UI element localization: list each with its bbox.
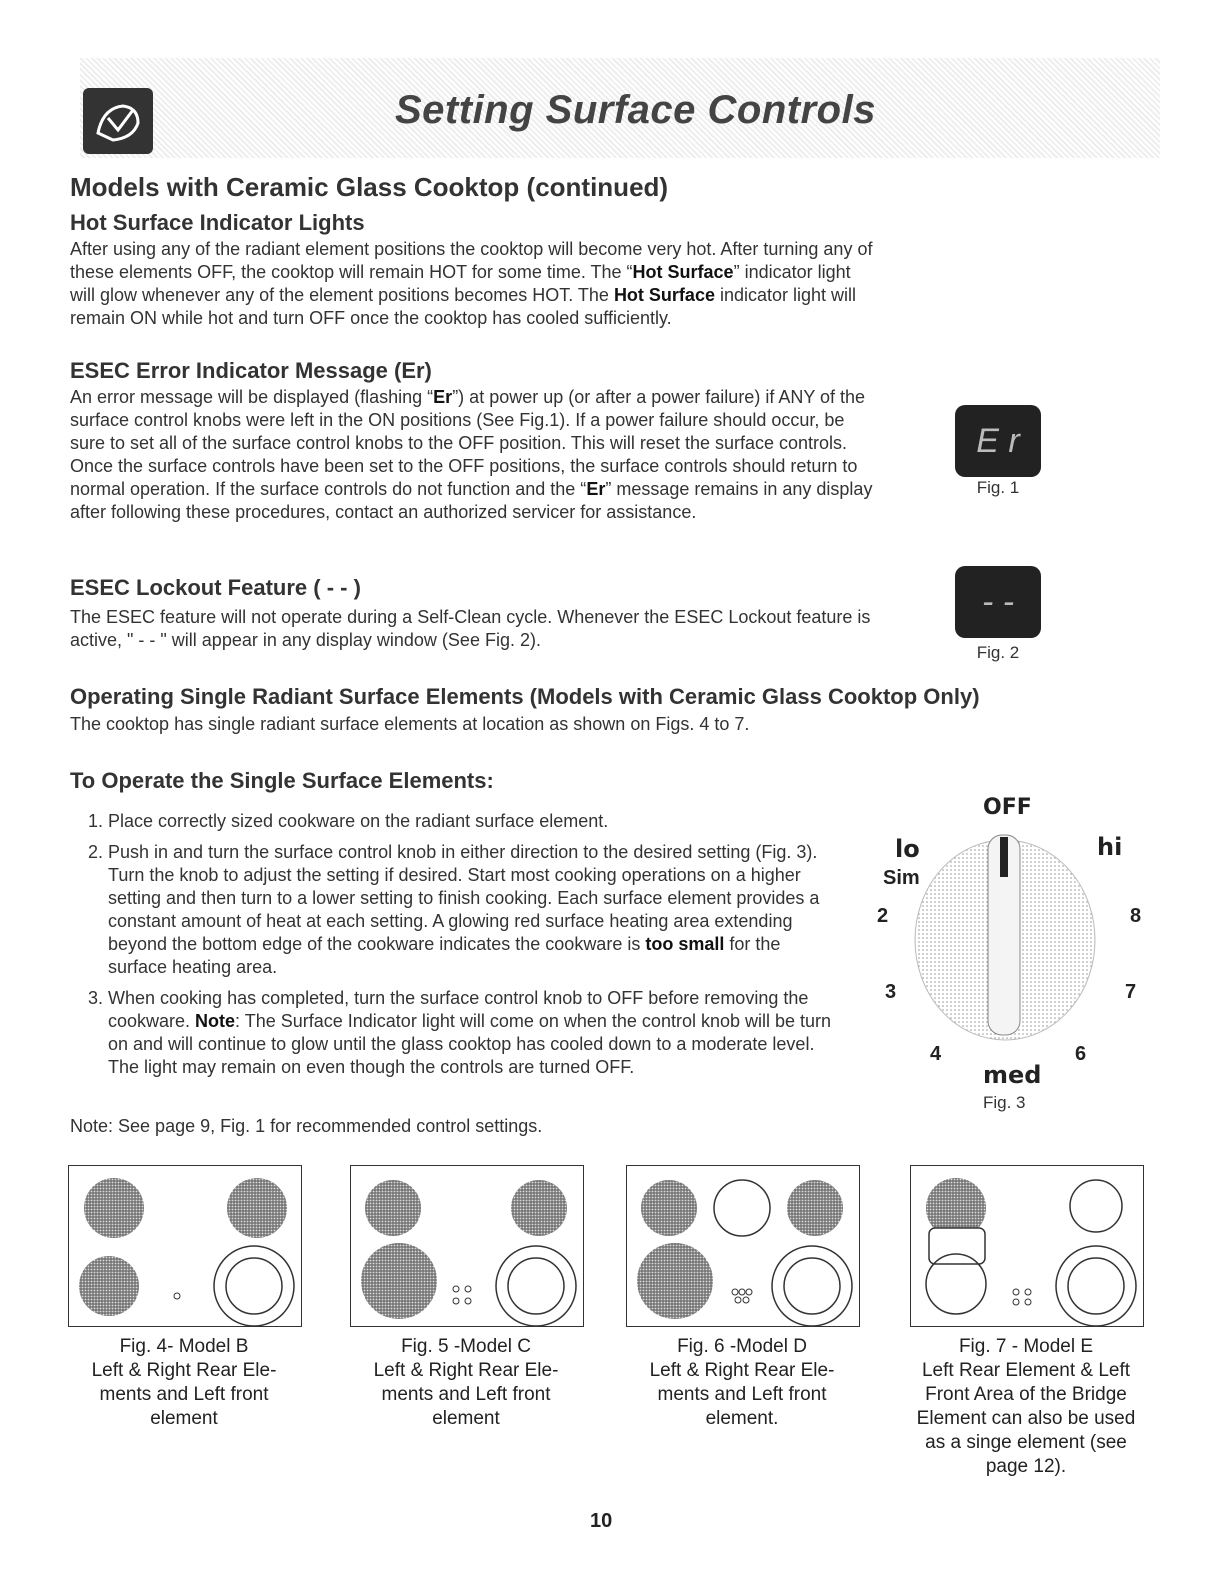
cooktop-model-c-icon — [351, 1166, 583, 1326]
knob-4-label: 4 — [930, 1043, 942, 1065]
section-title: Models with Ceramic Glass Cooktop (continued) — [70, 172, 669, 202]
hot-surface-text: After using any of the radiant element positions the cooktop will become very hot. After turning any of these elements OFF, the cooktop will remain HOT for some time. The “Hot Surface” indicator light will glow whenever any of the element positions becomes HOT. The Hot Surface indicator light will remain ON while hot and turn OFF once the cooktop has cooled sufficiently. — [70, 239, 873, 328]
knob-8-label: 8 — [1130, 905, 1142, 927]
esec-lockout-heading: ESEC Lockout Feature ( - - ) — [70, 575, 361, 600]
hot-surface-heading: Hot Surface Indicator Lights — [70, 210, 365, 235]
step-2: 2. Push in and turn the surface control knob in either direction to the desired setting (Fig. 3). Turn the knob to adjust the setting if desired. Start most cooking operations on a higher setting and then turn to a lower setting to finish cooking. Each surface element provides a constant amount of heat at each setting. A glowing red surface heating area extending beyond the bottom edge of the cookware indicates the cookware is too small for the surface heating area. — [108, 841, 840, 979]
fig2-caption: Fig. 2 — [976, 643, 1020, 662]
cooktop-model-b-icon — [69, 1166, 301, 1326]
fig3-caption: Fig. 3 — [983, 1093, 1026, 1112]
fig4-caption: Fig. 4- Model B Left & Right Rear Ele- ments and Left front element — [91, 1336, 277, 1429]
step-1: 1. Place correctly sized cookware on the radiant surface element. — [108, 810, 840, 833]
hot-surface-term: Hot Surface — [613, 285, 715, 305]
cooktop-fig5 — [350, 1165, 584, 1327]
cooktop-fig4 — [68, 1165, 302, 1327]
knob-sim-label: Sim — [883, 867, 920, 889]
page-title: Setting Surface Controls — [395, 88, 876, 132]
cooktop-model-e-icon — [911, 1166, 1143, 1326]
knob-off-label: OFF — [983, 795, 1032, 820]
knob-3-label: 3 — [885, 981, 897, 1003]
fig7-caption: Fig. 7 - Model E Left Rear Element & Left Front Area of the Bridge Element can also be used as a singe element (see page 12). — [916, 1336, 1136, 1477]
knob-6-label: 6 — [1075, 1043, 1087, 1065]
hot-surface-term: Hot Surface — [632, 262, 734, 282]
fig6-caption: Fig. 6 -Model D Left & Right Rear Ele- ments and Left front element. — [649, 1336, 835, 1429]
steps-list — [70, 810, 840, 1087]
to-operate-heading: To Operate the Single Surface Elements: — [70, 768, 494, 793]
er-display: E r — [955, 405, 1041, 477]
page-number: 10 — [590, 1510, 613, 1532]
settings-note: Note: See page 9, Fig. 1 for recommended control settings. — [70, 1116, 543, 1136]
control-knob-figure — [865, 795, 1145, 1125]
operating-text: The cooktop has single radiant surface elements at location as shown on Figs. 4 to 7. — [70, 714, 750, 734]
esec-error-text: An error message will be displayed (flashing “Er”) at power up (or after a power failure) if ANY of the surface control knobs were left in the ON positions (See Fig.1). If a power failure should occur, be sure to set all of the surface control knobs to the OFF position. This will reset the surface controls. Once the surface controls have been set to the OFF positions, the surface controls should return to normal operation. If the surface controls do not function and the “Er” message remains in any display after following these procedures, contact an authorized servicer for assistance. — [70, 387, 873, 522]
cooktop-fig6 — [626, 1165, 860, 1327]
esec-lockout-text: The ESEC feature will not operate during a Self-Clean cycle. Whenever the ESEC Lockout feature is active, " - - " will appear in any display window (See Fig. 2). — [70, 607, 871, 650]
esec-error-heading: ESEC Error Indicator Message (Er) — [70, 358, 432, 383]
knob-2-label: 2 — [877, 905, 889, 927]
fig1-caption: Fig. 1 — [976, 478, 1020, 497]
cooktop-fig7 — [910, 1165, 1144, 1327]
cooktop-hand-icon — [83, 88, 153, 154]
knob-dial-icon — [910, 825, 1100, 1045]
cooktop-model-d-icon — [627, 1166, 859, 1326]
step-3: 3. When cooking has completed, turn the surface control knob to OFF before removing the cookware. Note: The Surface Indicator light will come on when the control knob will be turn on and will continue to glow until the glass cooktop has cooled down to a moderate level. The light may remain on even though the controls are turned OFF. — [108, 987, 840, 1079]
operating-heading: Operating Single Radiant Surface Elements (Models with Ceramic Glass Cooktop Only) — [70, 684, 980, 709]
knob-lo-label: lo — [895, 835, 920, 863]
lockout-display: - - — [955, 566, 1041, 638]
fig5-caption: Fig. 5 -Model C Left & Right Rear Ele- ments and Left front element — [373, 1336, 559, 1429]
knob-med-label: med — [983, 1061, 1042, 1089]
knob-7-label: 7 — [1125, 981, 1137, 1003]
knob-hi-label: hi — [1097, 833, 1123, 861]
